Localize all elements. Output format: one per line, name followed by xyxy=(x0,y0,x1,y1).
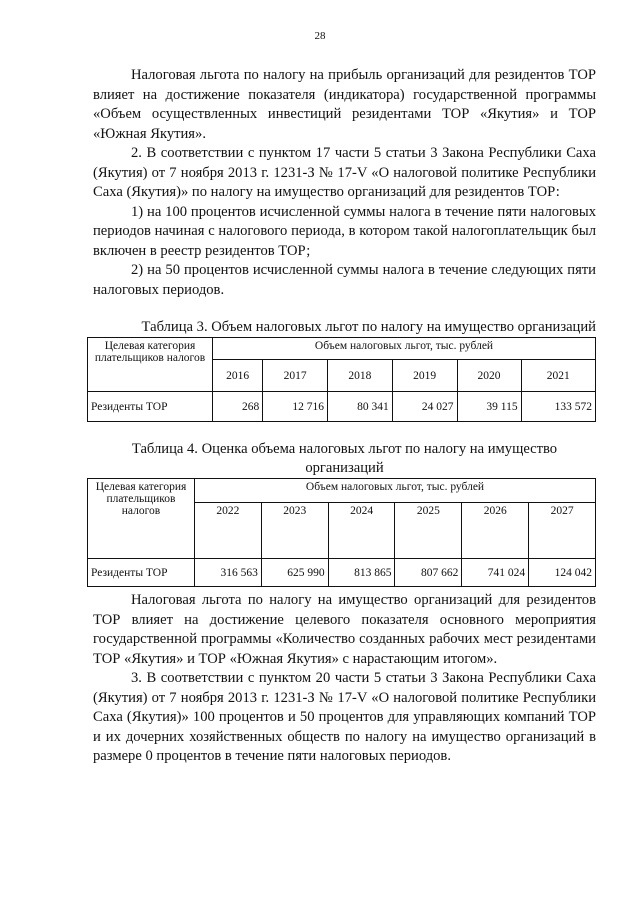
table4-category-header: Целевая категория плательщиков налогов xyxy=(88,479,195,559)
table4-row-label: Резиденты ТОР xyxy=(88,559,195,587)
paragraph: 1) на 100 процентов исчисленной суммы налога в течение пяти налоговых периодов начиная с налогового периода, в котором такой налогоплательщик был включен в реестр резидентов ТОР; xyxy=(93,203,596,259)
paragraph: 3. В соответствии с пунктом 20 части 5 статьи 3 Закона Республики Саха (Якутия) от 7 ноября 2013 г. 1231-З № 17-V «О налоговой политике Республики Саха (Якутия)» 100 процентов и 50 процентов для управляющих компаний ТОР и их дочерних хозяйственных обществ по налогу на имущество организаций в размере 0 процентов в течение пяти налоговых периодов. xyxy=(93,670,596,764)
table3-year: 2021 xyxy=(521,360,595,392)
table4-year: 2023 xyxy=(261,503,328,559)
table4-value: 625 990 xyxy=(261,559,328,587)
table3-value: 12 716 xyxy=(263,392,328,422)
paragraph: 2) на 50 процентов исчисленной суммы налога в течение следующих пяти налоговых периодов. xyxy=(93,262,596,298)
table4-value: 316 563 xyxy=(195,559,262,587)
table3-year: 2016 xyxy=(213,360,263,392)
table4 xyxy=(87,478,596,587)
table4-caption: Таблица 4. Оценка объема налоговых льгот по налогу на имущество организаций xyxy=(131,441,558,476)
table4-value: 807 662 xyxy=(395,559,462,587)
table-row xyxy=(88,559,596,587)
table3-row-label: Резиденты ТОР xyxy=(88,392,213,422)
table3-year: 2017 xyxy=(263,360,328,392)
table4-year: 2022 xyxy=(195,503,262,559)
table3-caption: Таблица 3. Объем налоговых льгот по налогу на имущество организаций xyxy=(141,319,596,335)
table3-value: 24 027 xyxy=(392,392,457,422)
table3-volume-header: Объем налоговых льгот, тыс. рублей xyxy=(213,338,596,360)
document-body xyxy=(93,66,596,767)
table4-value: 741 024 xyxy=(462,559,529,587)
table3-category-header: Целевая категория плательщиков налогов xyxy=(88,338,213,392)
table3-value: 39 115 xyxy=(457,392,521,422)
table3-year: 2019 xyxy=(392,360,457,392)
table4-volume-header: Объем налоговых льгот, тыс. рублей xyxy=(195,479,596,503)
table-row xyxy=(88,392,596,422)
table4-year: 2026 xyxy=(462,503,529,559)
table3 xyxy=(87,337,596,422)
table4-year: 2025 xyxy=(395,503,462,559)
table4-value: 813 865 xyxy=(328,559,395,587)
table3-year: 2018 xyxy=(328,360,393,392)
paragraph: Налоговая льгота по налогу на прибыль организаций для резидентов ТОР влияет на достижение показателя (индикатора) государственной программы «Объем осуществленных инвестиций резидентами ТОР «Якутия» и ТОР «Южная Якутия». xyxy=(93,67,596,142)
table4-value: 124 042 xyxy=(529,559,596,587)
page-number: 28 xyxy=(314,30,326,42)
table3-value: 80 341 xyxy=(328,392,393,422)
paragraph: Налоговая льгота по налогу на имущество организаций для резидентов ТОР влияет на достижение целевого показателя основного мероприятия государственной программы «Количество созданных рабочих мест резидентами ТОР «Якутия» и ТОР «Южная Якутия» с нарастающим итогом». xyxy=(93,592,596,667)
table3-value: 133 572 xyxy=(521,392,595,422)
table3-value: 268 xyxy=(213,392,263,422)
table4-year: 2027 xyxy=(529,503,596,559)
paragraph: 2. В соответствии с пунктом 17 части 5 статьи 3 Закона Республики Саха (Якутия) от 7 ноября 2013 г. 1231-З № 17-V «О налоговой политике Республики Саха (Якутия)» по налогу на имущество организаций для резидентов ТОР: xyxy=(93,145,596,200)
table4-year: 2024 xyxy=(328,503,395,559)
table3-year: 2020 xyxy=(457,360,521,392)
